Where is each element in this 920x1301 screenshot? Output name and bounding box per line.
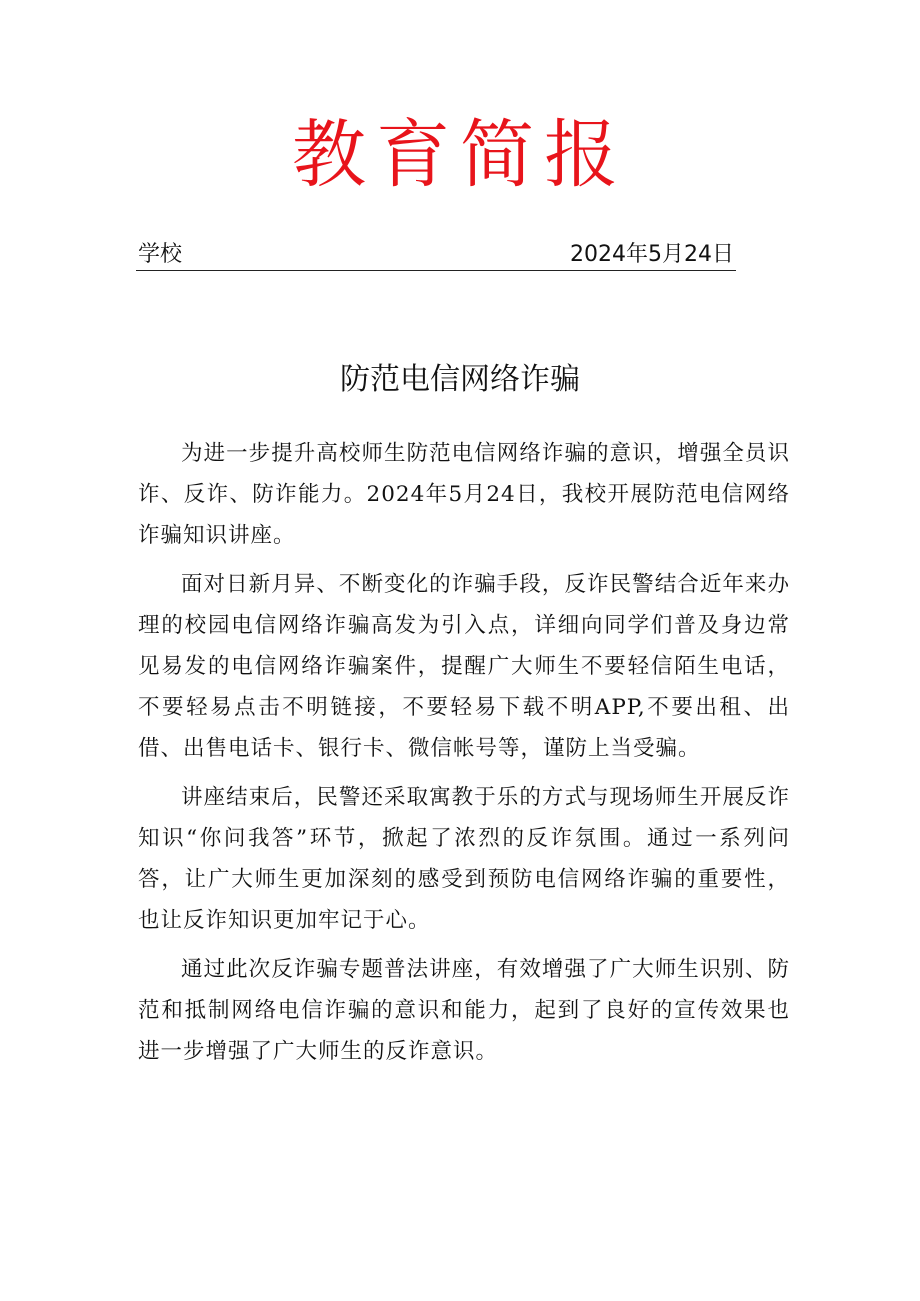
issue-line	[136, 240, 736, 271]
paragraph: 面对日新月异、不断变化的诈骗手段，反诈民警结合近年来办理的校园电信网络诈骗高发为引入点，详细向同学们普及身边常见易发的电信网络诈骗案件，提醒广大师生不要轻信陌生电话，不要轻易点击不明链接，不要轻易下载不明APP,不要出租、出借、出售电话卡、银行卡、微信帐号等，谨防上当受骗。	[138, 572, 790, 761]
school-label: 学校	[138, 242, 183, 267]
article-title: 防范电信网络诈骗	[340, 362, 580, 397]
issue-date: 2024年5月24日	[570, 242, 734, 267]
paragraph: 讲座结束后，民警还采取寓教于乐的方式与现场师生开展反诈知识“你问我答”环节，掀起了浓烈的反诈氛围。通过一系列问答，让广大师生更加深刻的感受到预防电信网络诈骗的重要性，也让反诈知识更加牢记于心。	[138, 785, 790, 933]
masthead-title: 教育简报	[292, 112, 628, 198]
article-body	[138, 433, 790, 1080]
paragraph: 为进一步提升高校师生防范电信网络诈骗的意识，增强全员识诈、反诈、防诈能力。2024年5月24日，我校开展防范电信网络诈骗知识讲座。	[138, 441, 790, 548]
paragraph: 通过此次反诈骗专题普法讲座，有效增强了广大师生识别、防范和抵制网络电信诈骗的意识和能力，起到了良好的宣传效果也进一步增强了广大师生的反诈意识。	[138, 957, 790, 1064]
